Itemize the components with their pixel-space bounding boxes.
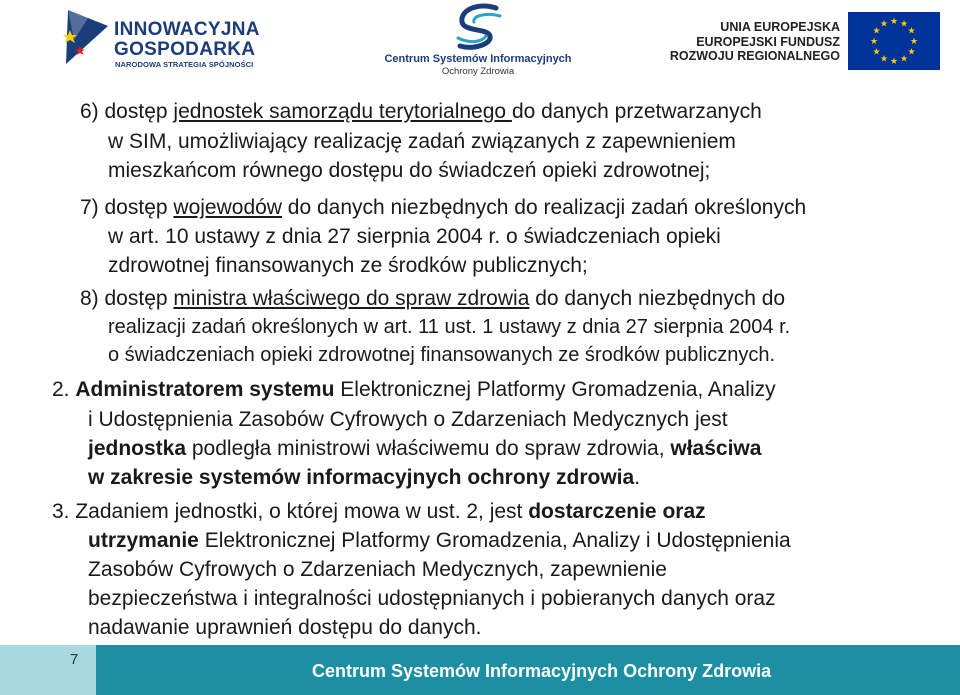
section2-number: 2. xyxy=(52,378,76,401)
csioz-logo xyxy=(380,2,576,82)
svg-text:★: ★ xyxy=(879,54,889,65)
item7-line3: zdrowotnej finansowanych ze środków publicznych; xyxy=(108,254,588,277)
eu-line3: ROZWOJU REGIONALNEGO xyxy=(669,49,840,63)
eu-flag-icon xyxy=(848,12,940,70)
svg-text:★: ★ xyxy=(879,19,889,30)
innowacyjna-gospodarka-logo xyxy=(58,6,268,72)
innowacyjna-line2: GOSPODARKA xyxy=(114,39,256,60)
eu-line1: UNIA EUROPEJSKA xyxy=(720,20,840,34)
csioz-swirl-icon xyxy=(448,2,508,52)
svg-text:★: ★ xyxy=(907,47,916,58)
item6-subject: jednostek samorządu terytorialnego xyxy=(173,100,512,123)
section3-line2-rest: Elektronicznej Platformy Gromadzenia, Analizy i Udostępnienia xyxy=(198,529,791,552)
page-number: 7 xyxy=(70,651,79,668)
csioz-line2: Ochrony Zdrowia xyxy=(441,66,515,77)
section3-bold-utrzymanie: utrzymanie xyxy=(88,529,199,552)
eu-line2: EUROPEJSKI FUNDUSZ xyxy=(696,35,840,49)
section3-line4: bezpieczeństwa i integralności udostępnianych i pobieranych danych oraz xyxy=(88,587,776,610)
item8-prefix: 8) dostęp xyxy=(80,287,174,310)
item8-line3: o świadczeniach opieki zdrowotnej finansowanych ze środków publicznych. xyxy=(108,344,776,366)
item7-line1 xyxy=(80,195,806,221)
section2-line1 xyxy=(52,377,776,403)
footer-bar xyxy=(0,645,960,695)
section2-line4 xyxy=(88,465,640,491)
item6-line1 xyxy=(80,99,762,125)
item7-subject: wojewodów xyxy=(173,196,282,219)
section3-lead: Zadaniem jednostki, o której mowa w ust. 2, jest xyxy=(75,500,529,523)
section3-line1 xyxy=(52,499,706,525)
svg-text:★: ★ xyxy=(872,47,881,58)
item6-rest: do danych przetwarzanych xyxy=(511,100,762,123)
item8-subject: ministra właściwego do spraw zdrowia xyxy=(173,287,530,310)
innowacyjna-line3: NARODOWA STRATEGIA SPÓJNOŚCI xyxy=(115,60,254,69)
innowacyjna-flag-icon xyxy=(58,6,110,68)
svg-text:★: ★ xyxy=(899,19,909,30)
section3-bold-dostarczenie: dostarczenie oraz xyxy=(528,500,706,523)
item7-line2: w art. 10 ustawy z dnia 27 sierpnia 2004 r. o świadczeniach opieki xyxy=(108,225,721,248)
section2-line3-rest: podległa ministrowi właściwemu do spraw zdrowia, xyxy=(186,437,671,460)
item6-line3: mieszkańcom równego dostępu do świadczeń opieki zdrowotnej; xyxy=(108,159,711,182)
innowacyjna-line1: INNOWACYJNA xyxy=(114,19,260,40)
section3-line5: nadawanie uprawnień dostępu do danych. xyxy=(88,616,482,639)
item8-rest: do danych niezbędnych do xyxy=(529,287,786,310)
eu-logo xyxy=(650,12,940,70)
section2-bold-scope: w zakresie systemów informacyjnych ochrony zdrowia xyxy=(88,466,635,489)
item7-rest: do danych niezbędnych do realizacji zadań określonych xyxy=(281,196,807,219)
section2-bold-wlasciwa: właściwa xyxy=(670,437,762,460)
svg-text:★: ★ xyxy=(869,37,879,47)
item6-prefix: 6) dostęp xyxy=(80,100,174,123)
svg-text:★: ★ xyxy=(907,26,916,37)
item8-line1 xyxy=(80,286,785,312)
section3-line3: Zasobów Cyfrowych o Zdarzeniach Medycznych, zapewnienie xyxy=(88,558,667,581)
footer-title: Centrum Systemów Informacyjnych Ochrony Zdrowia xyxy=(312,661,772,681)
svg-text:★: ★ xyxy=(872,26,881,37)
section2-line2: i Udostępnienia Zasobów Cyfrowych o Zdarzeniach Medycznych jest xyxy=(88,408,728,431)
section3-number: 3. xyxy=(52,500,76,523)
svg-text:★: ★ xyxy=(889,17,899,27)
csioz-line1: Centrum Systemów Informacyjnych xyxy=(384,53,572,65)
item7-prefix: 7) dostęp xyxy=(80,196,174,219)
section2-line3 xyxy=(88,436,761,462)
item8-line2: realizacji zadań określonych w art. 11 ust. 1 ustawy z dnia 27 sierpnia 2004 r. xyxy=(108,316,791,338)
section2-bold-jednostka: jednostka xyxy=(88,437,187,460)
section2-bold-lead: Administratorem systemu xyxy=(75,378,335,401)
section2-rest: Elektronicznej Platformy Gromadzenia, Analizy xyxy=(334,378,776,401)
item6-line2: w SIM, umożliwiający realizację zadań związanych z zapewnieniem xyxy=(108,130,736,153)
svg-text:★: ★ xyxy=(899,54,909,65)
svg-text:★: ★ xyxy=(889,57,899,67)
section2-period: . xyxy=(634,466,641,489)
page-number-box xyxy=(0,645,96,695)
svg-text:★: ★ xyxy=(909,37,919,47)
section3-line2 xyxy=(88,528,791,554)
